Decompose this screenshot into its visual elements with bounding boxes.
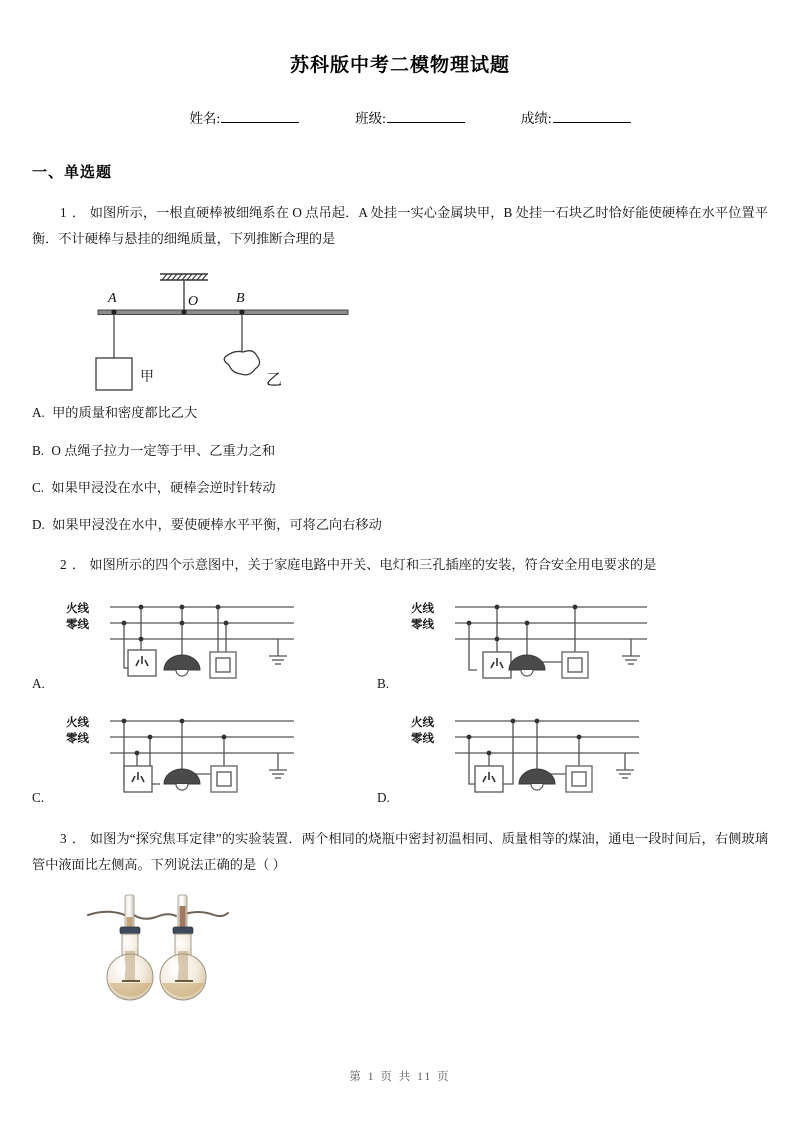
resistor-left [125, 951, 135, 981]
switch-icon-a [210, 652, 236, 678]
question-2 [32, 552, 768, 808]
option-1-c-key: C. [32, 479, 45, 495]
circuit-option-b-key: B. [377, 675, 390, 691]
label-point-o: O [188, 294, 199, 310]
socket-icon-a [128, 650, 156, 676]
question-1-body: 如图所示，一根直硬棒被细绳系在 O 点吊起．A 处挂一实心金属块甲，B 处挂一石块乙时恰好能使硬棒在水平位置平衡．不计硬棒与悬挂的细绳质量，下列推断合理的是 [32, 205, 769, 246]
score-field[interactable] [521, 107, 631, 127]
label-neutral-wire-d: 零线 [411, 732, 434, 745]
circuit-option-a[interactable] [32, 590, 377, 694]
class-blank-line[interactable] [387, 110, 465, 123]
lamp-icon-a [164, 655, 200, 676]
label-neutral-wire-a: 零线 [66, 618, 89, 631]
stone-block-yi [224, 351, 259, 375]
question-2-text [32, 552, 768, 578]
circuit-diagram-b [403, 590, 703, 694]
name-field[interactable] [189, 107, 299, 127]
label-live-wire-d: 火线 [411, 716, 434, 729]
circuit-diagram-c [58, 704, 358, 808]
label-block-yi: 乙 [266, 372, 283, 390]
label-neutral-wire-b: 零线 [411, 618, 434, 631]
question-1 [32, 200, 768, 534]
option-1-b-key: B. [32, 442, 45, 458]
question-3-body: 如图为“探究焦耳定律”的实验装置．两个相同的烧瓶中密封初温相同、质量相等的煤油，通电一段时间后，右侧玻璃管中液面比左侧高。下列说法正确的是（ ） [32, 830, 769, 872]
socket-icon-b [483, 652, 511, 678]
question-1-options [32, 403, 768, 534]
question-3-text [32, 826, 768, 877]
socket-lead-left-b [469, 623, 477, 670]
metal-block-jia [96, 358, 132, 390]
score-label: 成绩: [520, 111, 552, 126]
circuit-option-b[interactable] [377, 590, 722, 694]
circuit-option-c[interactable] [32, 704, 377, 808]
section-heading-single-choice: 一、单选题 [32, 165, 113, 181]
circuit-row-2 [32, 704, 768, 808]
lamp-icon-c [164, 769, 200, 790]
label-live-wire-b: 火线 [411, 602, 434, 615]
resistor-right [178, 951, 188, 981]
label-block-jia: 甲 [140, 368, 154, 385]
connecting-wires [88, 912, 228, 919]
stopper-right [173, 927, 193, 934]
option-1-b-text: O 点绳子拉力一定等于甲、乙重力之和 [51, 442, 276, 458]
flask-right [160, 895, 206, 1000]
label-point-b: B [236, 291, 245, 307]
circuit-row-1 [32, 590, 768, 694]
question-1-number: 1 ． [60, 205, 87, 220]
option-1-b[interactable] [32, 441, 768, 460]
question-1-text [32, 200, 768, 251]
option-1-a[interactable] [32, 403, 768, 422]
glass-highlight-right [169, 958, 179, 978]
score-blank-line[interactable] [553, 110, 631, 123]
option-1-d-text: 如果甲浸没在水中，要使硬棒水平平衡，可将乙向右移动 [52, 516, 382, 532]
circuit-option-d[interactable] [377, 704, 722, 808]
question-3-number: 3 ． [60, 830, 87, 846]
question-2-body: 如图所示的四个示意图中，关于家庭电路中开关、电灯和三孔插座的安装，符合安全用电要求的是 [89, 557, 657, 573]
flask-left [107, 895, 153, 1000]
glass-highlight-left [116, 958, 126, 978]
identity-row [32, 107, 768, 127]
circuit-option-c-key: C. [32, 789, 45, 805]
question-2-number: 2 ． [60, 557, 87, 573]
class-label: 班级: [355, 111, 386, 126]
lamp-icon-b [509, 655, 545, 676]
option-1-c[interactable] [32, 478, 768, 497]
name-blank-line[interactable] [221, 110, 299, 123]
node-o [181, 310, 186, 315]
label-live-wire-c: 火线 [66, 716, 89, 729]
switch-icon-b [562, 652, 588, 678]
circuit-option-a-key: A. [32, 675, 45, 691]
class-field[interactable] [355, 107, 465, 127]
option-1-a-key: A. [32, 405, 45, 421]
node-a [111, 310, 116, 315]
option-1-d-key: D. [32, 516, 45, 532]
rigid-rod [98, 310, 348, 315]
circuit-diagram-a [58, 590, 358, 694]
label-point-a: A [108, 291, 117, 307]
switch-icon-c [211, 766, 237, 792]
stopper-left [120, 927, 140, 934]
socket-icon-c [124, 766, 152, 792]
label-neutral-wire-c: 零线 [66, 732, 89, 745]
circuit-diagram-d [403, 704, 703, 808]
figure-joule-law-apparatus [84, 889, 232, 1005]
ceiling-support-icon [160, 274, 208, 280]
question-3 [32, 826, 768, 1005]
option-1-d[interactable] [32, 515, 768, 534]
page-title: 苏科版中考二模物理试题 [289, 55, 510, 76]
liquid-column-right [180, 906, 186, 929]
switch-icon-d [566, 766, 592, 792]
node-b [239, 310, 244, 315]
circuit-option-d-key: D. [377, 789, 390, 805]
socket-icon-d [475, 766, 503, 792]
lamp-icon-d [519, 769, 555, 790]
label-live-wire-a: 火线 [66, 602, 89, 615]
question-2-circuit-options [32, 590, 768, 808]
page-footer: 第 1 页 共 11 页 [349, 1071, 451, 1083]
joule-apparatus-svg [84, 889, 232, 1005]
option-1-a-text: 甲的质量和密度都比乙大 [52, 405, 198, 421]
lever-svg [84, 265, 364, 393]
option-1-c-text: 如果甲浸没在水中，硬棒会逆时针转动 [51, 479, 276, 495]
name-label: 姓名: [189, 111, 221, 126]
figure-lever-diagram [84, 265, 364, 393]
